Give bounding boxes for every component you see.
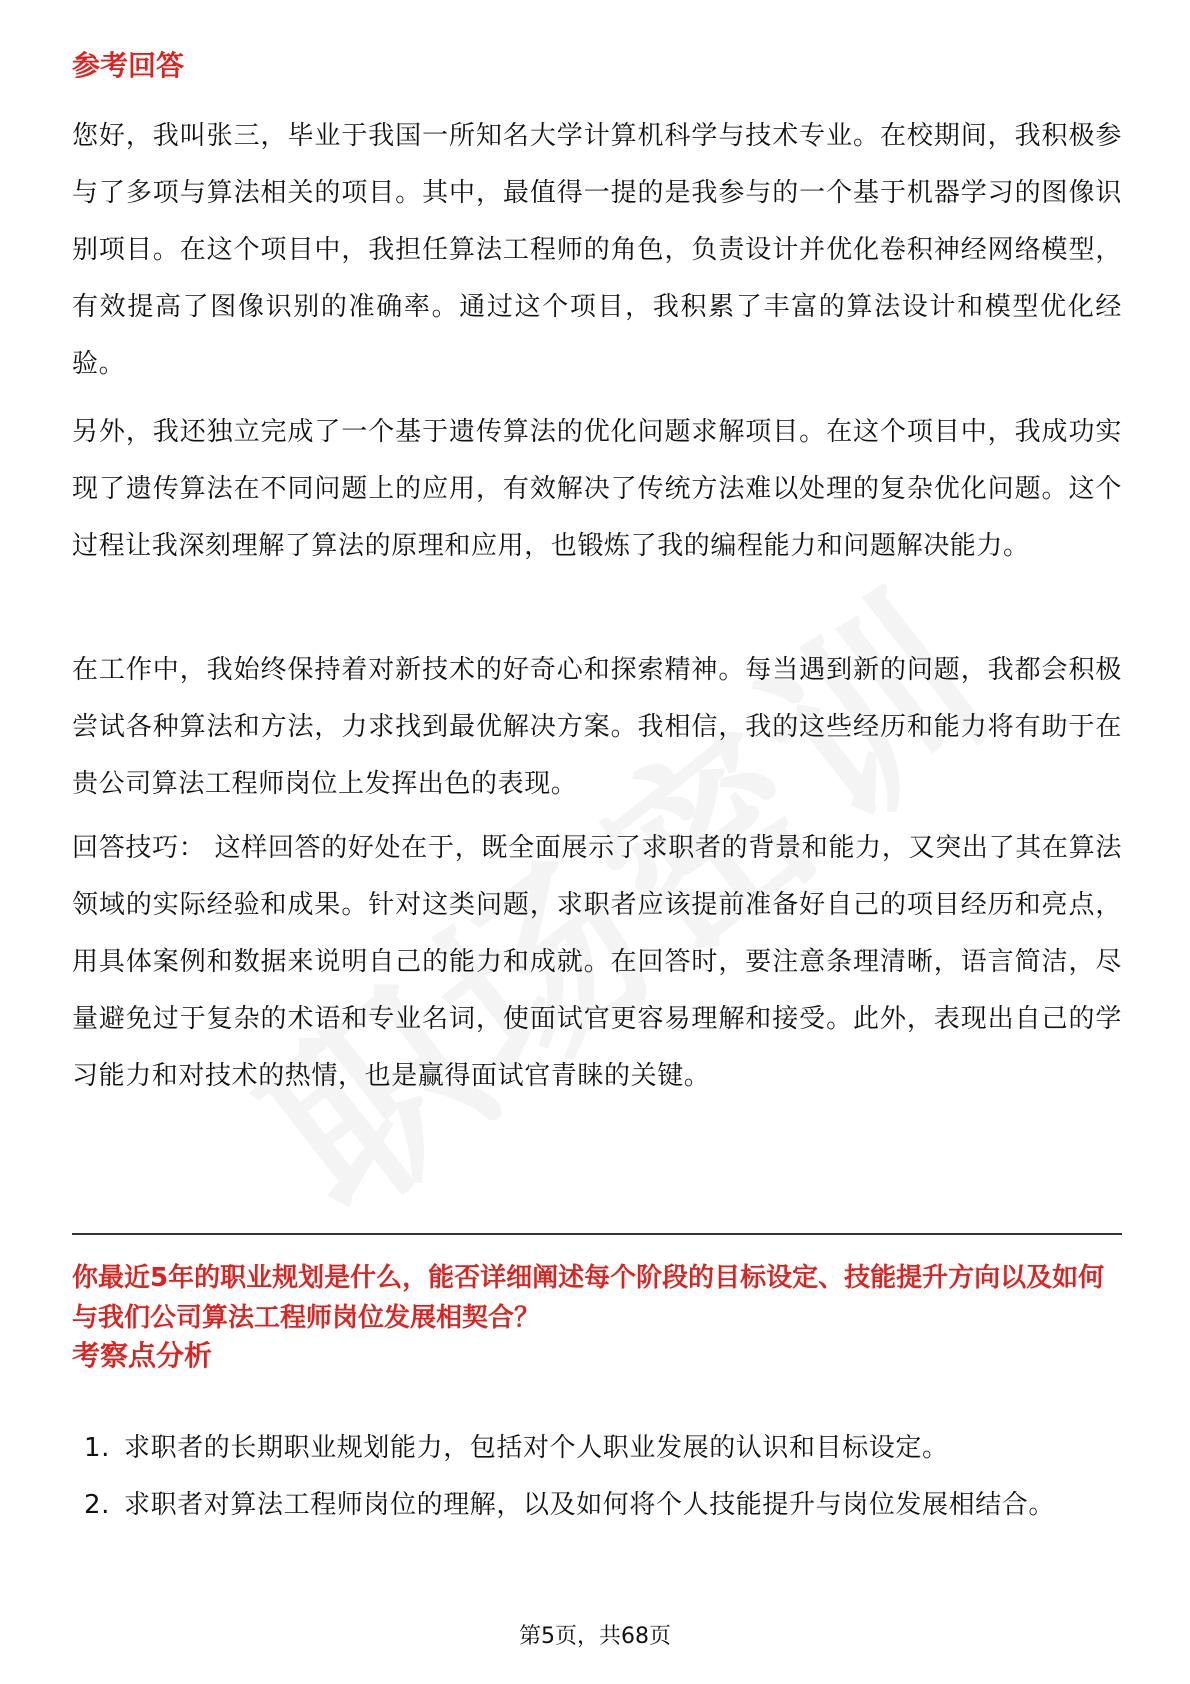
page-number: 第5页，共68页	[519, 1624, 671, 1649]
list-item	[72, 1420, 1122, 1477]
list-item-text: 求职者的长期职业规划能力，包括对个人职业发展的认识和目标设定。	[124, 1433, 949, 1463]
analysis-heading: 考察点分析	[72, 1339, 213, 1372]
list-item-number: 2.	[84, 1490, 111, 1520]
answer-paragraph-2: 另外，我还独立完成了一个基于遗传算法的优化问题求解项目。在这个项目中，我成功实现了遗传算法在不同问题上的应用，有效解决了传统方法难以处理的复杂优化问题。这个过程让我深刻理解了算法的原理和应用，也锻炼了我的编程能力和问题解决能力。	[72, 417, 1122, 561]
list-item-number: 1.	[84, 1433, 111, 1463]
analysis-list	[72, 1420, 1122, 1534]
reference-answer-heading: 参考回答	[72, 49, 185, 82]
list-item	[72, 1477, 1122, 1534]
answer-paragraph-1: 您好，我叫张三，毕业于我国一所知名大学计算机科学与技术专业。在校期间，我积极参与了多项与算法相关的项目。其中，最值得一提的是我参与的一个基于机器学习的图像识别项目。在这个项目中，我担任算法工程师的角色，负责设计并优化卷积神经网络模型，有效提高了图像识别的准确率。通过这个项目，我积累了丰富的算法设计和模型优化经验。	[72, 121, 1122, 379]
section-divider	[72, 1233, 1122, 1235]
answer-paragraph-3: 在工作中，我始终保持着对新技术的好奇心和探索精神。每当遇到新的问题，我都会积极尝试各种算法和方法，力求找到最优解决方案。我相信，我的这些经历和能力将有助于在贵公司算法工程师岗位上发挥出色的表现。	[72, 655, 1122, 799]
list-item-text: 求职者对算法工程师岗位的理解，以及如何将个人技能提升与岗位发展相结合。	[124, 1490, 1056, 1520]
document-page	[72, 0, 1122, 1684]
answer-tips-paragraph: 回答技巧： 这样回答的好处在于，既全面展示了求职者的背景和能力，又突出了其在算法领域的实际经验和成果。针对这类问题，求职者应该提前准备好自己的项目经历和亮点，用具体案例和数据来说明自己的能力和成就。在回答时，要注意条理清晰，语言简洁，尽量避免过于复杂的术语和专业名词，使面试官更容易理解和接受。此外，表现出自己的学习能力和对技术的热情，也是赢得面试官青睐的关键。	[72, 833, 1122, 1091]
interview-question: 你最近5年的职业规划是什么，能否详细阐述每个阶段的目标设定、技能提升方向以及如何与我们公司算法工程师岗位发展相契合？	[72, 1263, 1105, 1333]
